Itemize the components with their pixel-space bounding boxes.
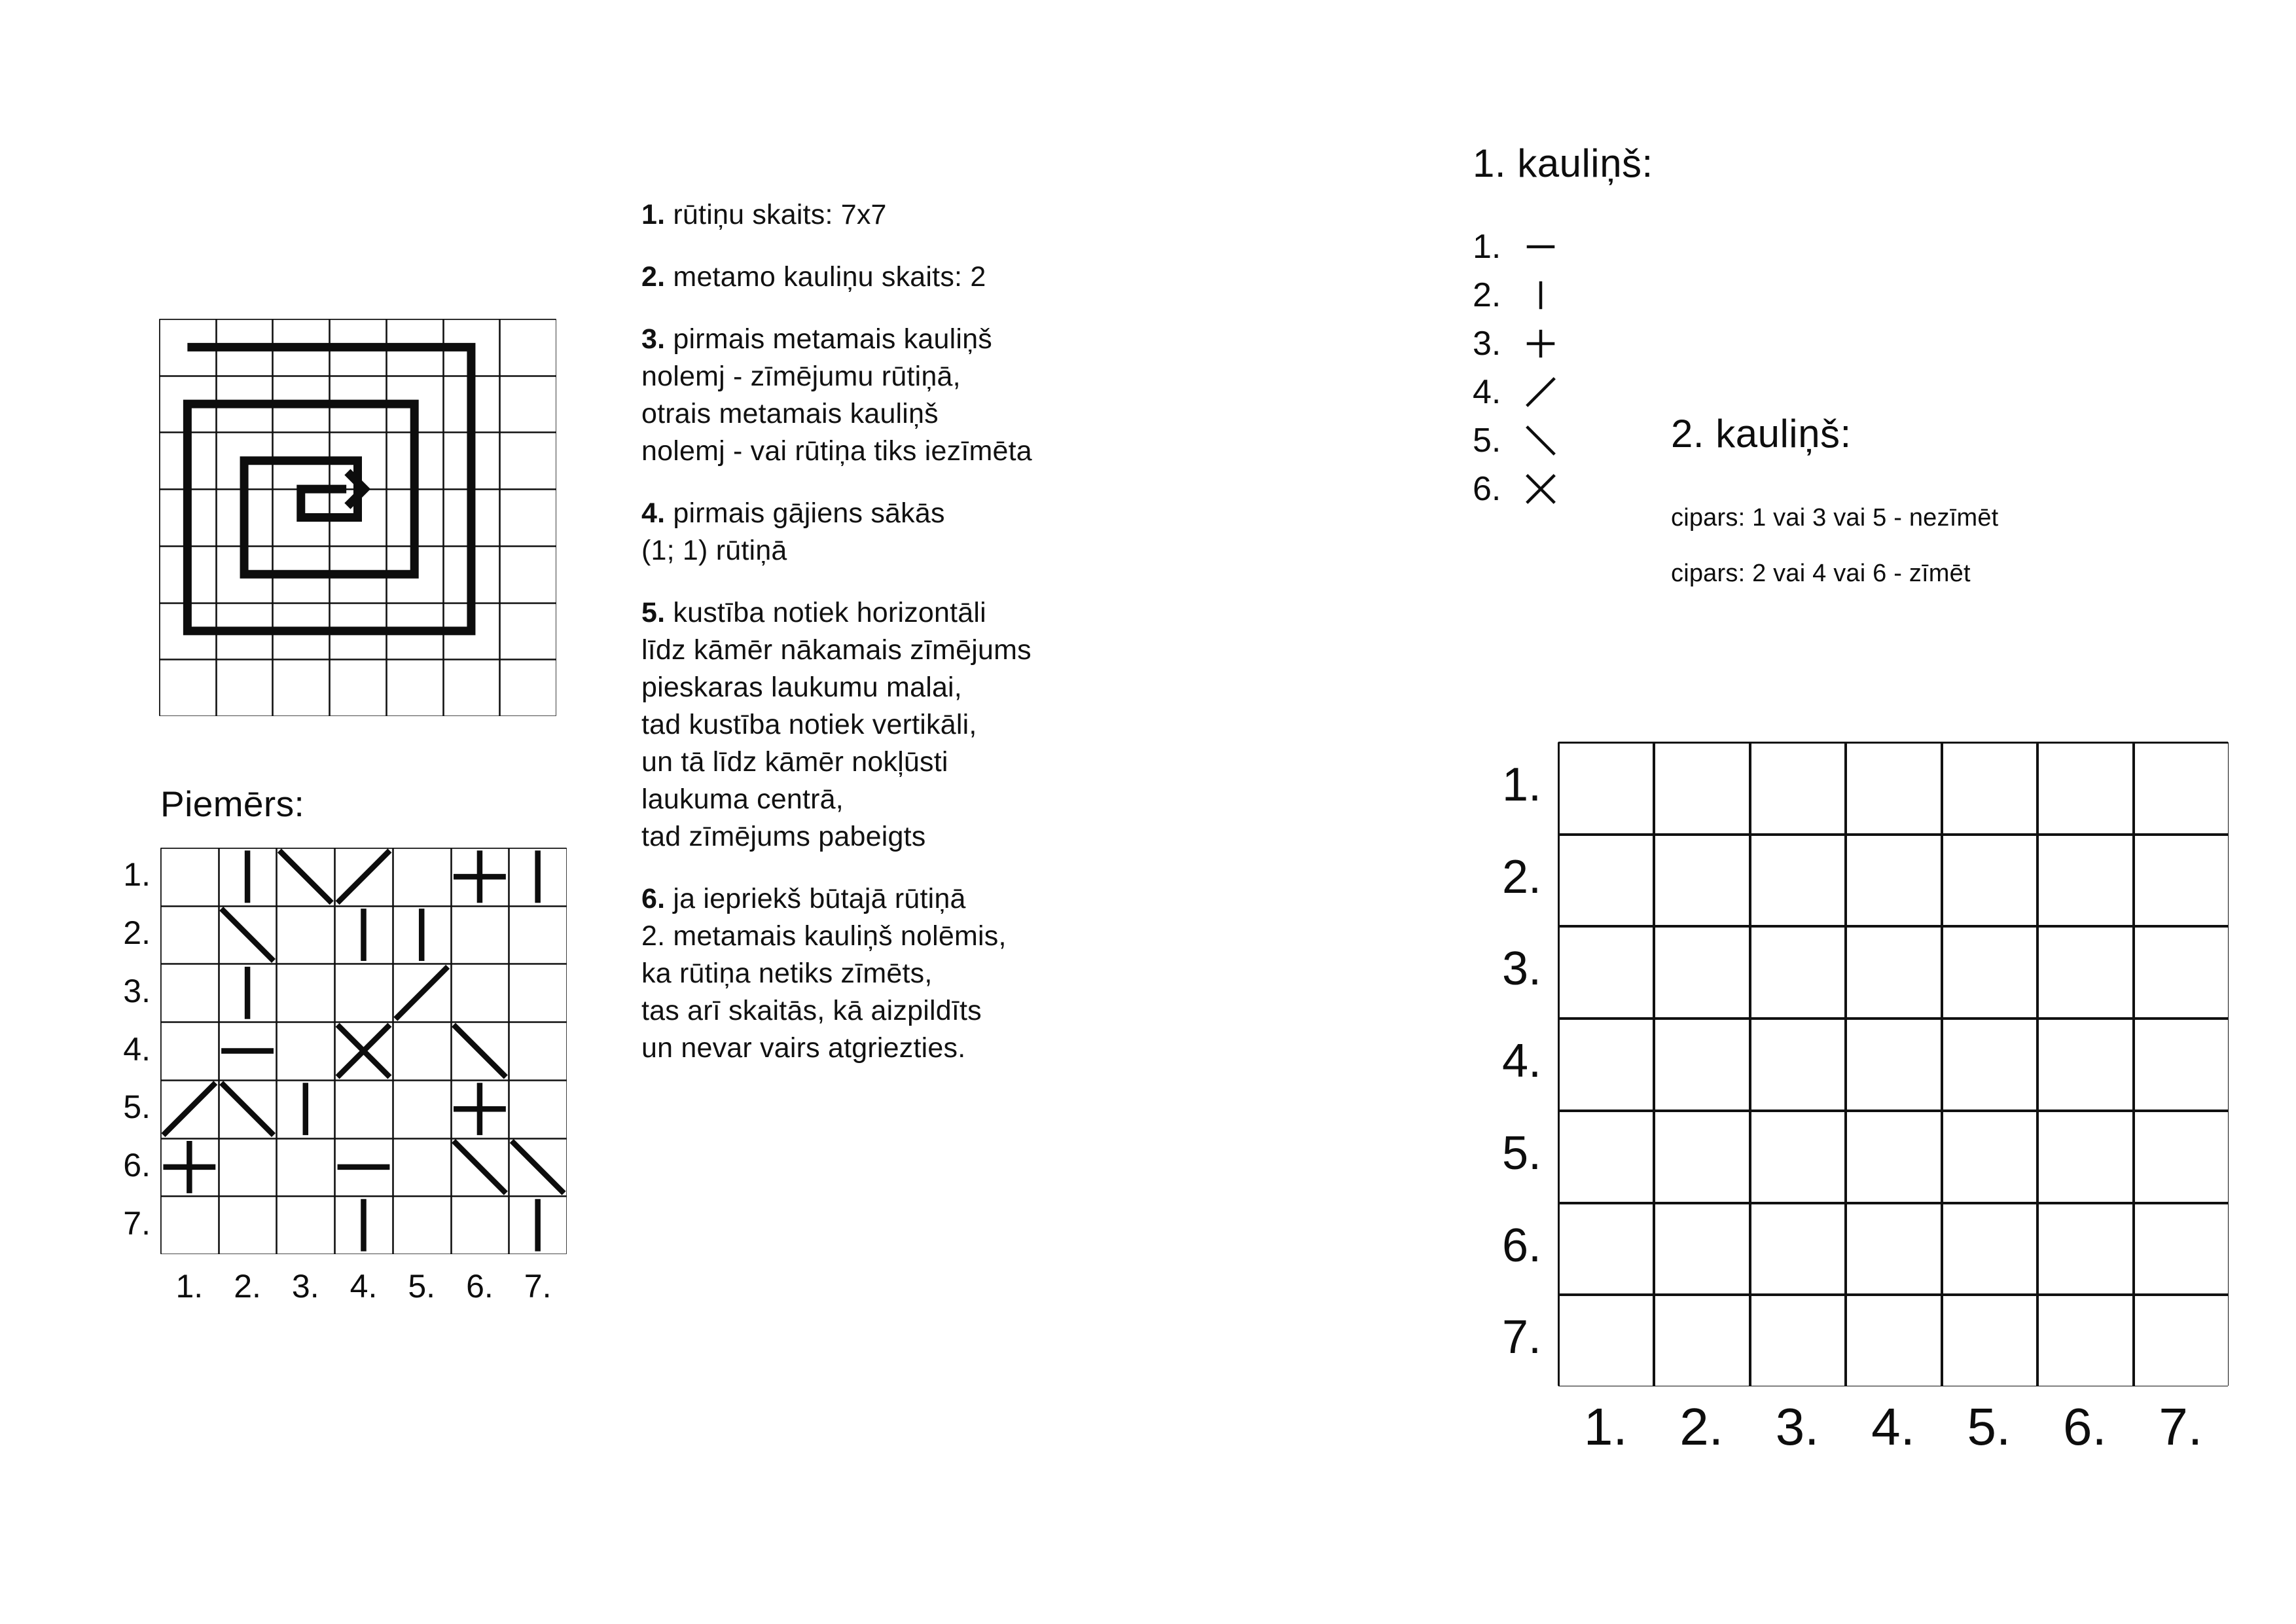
- vertical-line-icon: [1520, 274, 1562, 316]
- blank-play-grid[interactable]: [1558, 742, 2229, 1386]
- example-row-label: 1.: [123, 856, 151, 893]
- instruction-line: [641, 395, 1263, 433]
- example-row-label: 2.: [123, 914, 151, 952]
- dice2-line-even: cipars: 2 vai 4 vai 6 - zīmēt: [1671, 560, 1971, 587]
- dice1-list: [1473, 223, 1562, 513]
- dice1-row-2: [1473, 271, 1562, 319]
- instruction-item-4: [641, 495, 1263, 569]
- blank-grid-col-label: 7.: [2159, 1398, 2203, 1456]
- instruction-text: laukuma centrā,: [641, 784, 844, 815]
- blank-grid-row-label: 3.: [1501, 943, 1541, 996]
- instruction-text: 2. metamais kauliņš nolēmis,: [641, 920, 1007, 952]
- example-title: Piemērs:: [160, 784, 305, 824]
- example-row-label: 5.: [123, 1089, 151, 1126]
- backslash-icon: [1520, 420, 1562, 461]
- instruction-number: 3.: [641, 323, 666, 355]
- instruction-line: [641, 358, 1263, 395]
- example-grid: [160, 848, 567, 1254]
- blank-grid-row-label: 1.: [1501, 759, 1541, 812]
- instruction-line: [641, 196, 1263, 234]
- example-row-label: 6.: [123, 1146, 151, 1183]
- spiral-path-diagram: [159, 319, 556, 716]
- instruction-text: tad zīmējums pabeigts: [641, 821, 926, 852]
- instruction-number: 5.: [641, 597, 666, 628]
- blank-grid-row-label: 5.: [1501, 1127, 1541, 1180]
- instruction-text: rūtiņu skaits: 7x7: [673, 199, 887, 230]
- instruction-number: 6.: [641, 883, 666, 914]
- dice2-title: 2. kauliņš:: [1671, 412, 1852, 456]
- example-row-label: 3.: [123, 972, 151, 1009]
- blank-grid-col-label: 1.: [1583, 1398, 1628, 1456]
- plus-icon: [1520, 323, 1562, 365]
- instruction-line: [641, 669, 1263, 706]
- blank-grid-row-label: 6.: [1501, 1219, 1541, 1272]
- dice1-row-4: [1473, 368, 1562, 416]
- instruction-text: ka rūtiņa netiks zīmēts,: [641, 958, 933, 989]
- dice1-face-number: 1.: [1473, 228, 1501, 266]
- dice1-face-number: 3.: [1473, 325, 1501, 363]
- dice1-row-1: [1473, 223, 1562, 271]
- instruction-text: ja iepriekš būtajā rūtiņā: [673, 883, 966, 914]
- example-col-label: 1.: [175, 1268, 204, 1305]
- example-row-label: 4.: [123, 1030, 151, 1068]
- blank-grid-col-label: 5.: [1967, 1398, 2011, 1456]
- blank-grid-col-label: 6.: [2062, 1398, 2107, 1456]
- instruction-text: līdz kāmēr nākamais zīmējums: [641, 634, 1031, 666]
- blank-grid-row-label: 7.: [1501, 1311, 1541, 1364]
- example-col-label: 4.: [350, 1268, 378, 1305]
- instruction-line: [641, 918, 1263, 955]
- example-col-label: 3.: [291, 1268, 319, 1305]
- instruction-line: [641, 992, 1263, 1030]
- dice1-face-number: 2.: [1473, 276, 1501, 314]
- instruction-line: [641, 433, 1263, 470]
- instruction-line: [641, 259, 1263, 296]
- blank-grid-row-label: 2.: [1501, 850, 1541, 903]
- instruction-item-5: [641, 594, 1263, 856]
- instruction-item-3: [641, 321, 1263, 470]
- instruction-item-6: [641, 880, 1263, 1067]
- instruction-number: 4.: [641, 497, 666, 529]
- dice1-face-number: 5.: [1473, 422, 1501, 460]
- instruction-number: 2.: [641, 261, 666, 293]
- instruction-line: [641, 632, 1263, 669]
- cross-x-icon: [1520, 468, 1562, 510]
- blank-grid-col-label: 3.: [1775, 1398, 1820, 1456]
- instruction-line: [641, 880, 1263, 918]
- instruction-line: [641, 1030, 1263, 1067]
- dice1-title: 1. kauliņš:: [1473, 141, 1653, 185]
- example-col-label: 7.: [524, 1268, 552, 1305]
- instruction-text: tad kustība notiek vertikāli,: [641, 709, 977, 740]
- instruction-number: 1.: [641, 199, 666, 230]
- instruction-line: [641, 744, 1263, 781]
- instruction-line: [641, 781, 1263, 818]
- instruction-text: un tā līdz kāmēr nokļūsti: [641, 746, 948, 778]
- instruction-line: [641, 818, 1263, 856]
- instruction-text: pirmais gājiens sākās: [673, 497, 945, 529]
- instruction-text: nolemj - vai rūtiņa tiks iezīmēta: [641, 435, 1032, 467]
- instruction-item-2: [641, 259, 1263, 296]
- instruction-text: tas arī skaitās, kā aizpildīts: [641, 995, 982, 1026]
- dice1-row-6: [1473, 465, 1562, 513]
- example-col-label: 2.: [234, 1268, 261, 1305]
- instruction-line: [641, 532, 1263, 569]
- instruction-text: pirmais metamais kauliņš: [673, 323, 992, 355]
- instruction-text: un nevar vairs atgriezties.: [641, 1032, 966, 1064]
- spiral-path-svg: [159, 319, 556, 716]
- dice1-face-number: 4.: [1473, 373, 1501, 411]
- instruction-line: [641, 955, 1263, 992]
- example-col-label: 6.: [466, 1268, 493, 1305]
- instruction-line: [641, 706, 1263, 744]
- example-grid-svg: [160, 848, 567, 1254]
- instruction-text: pieskaras laukumu malai,: [641, 672, 962, 703]
- instruction-text: otrais metamais kauliņš: [641, 398, 939, 429]
- instruction-line: [641, 594, 1263, 632]
- blank-grid-svg[interactable]: [1558, 742, 2229, 1386]
- example-col-label: 5.: [408, 1268, 436, 1305]
- example-row-label: 7.: [123, 1204, 151, 1242]
- dice1-row-3: [1473, 319, 1562, 368]
- instruction-line: [641, 321, 1263, 358]
- dice2-line-odd: cipars: 1 vai 3 vai 5 - nezīmēt: [1671, 504, 1999, 532]
- blank-grid-row-label: 4.: [1501, 1035, 1541, 1088]
- blank-grid-col-label: 4.: [1871, 1398, 1915, 1456]
- instructions-list: [641, 196, 1263, 1067]
- forward-slash-icon: [1520, 371, 1562, 413]
- instruction-text: kustība notiek horizontāli: [673, 597, 986, 628]
- instruction-item-1: [641, 196, 1263, 234]
- instruction-line: [641, 495, 1263, 532]
- blank-grid-col-label: 2.: [1679, 1398, 1723, 1456]
- instruction-text: (1; 1) rūtiņā: [641, 535, 787, 566]
- horizontal-line-icon: [1520, 226, 1562, 268]
- instruction-text: nolemj - zīmējumu rūtiņā,: [641, 361, 961, 392]
- instruction-text: metamo kauliņu skaits: 2: [673, 261, 986, 293]
- dice1-row-5: [1473, 416, 1562, 465]
- dice1-face-number: 6.: [1473, 470, 1501, 508]
